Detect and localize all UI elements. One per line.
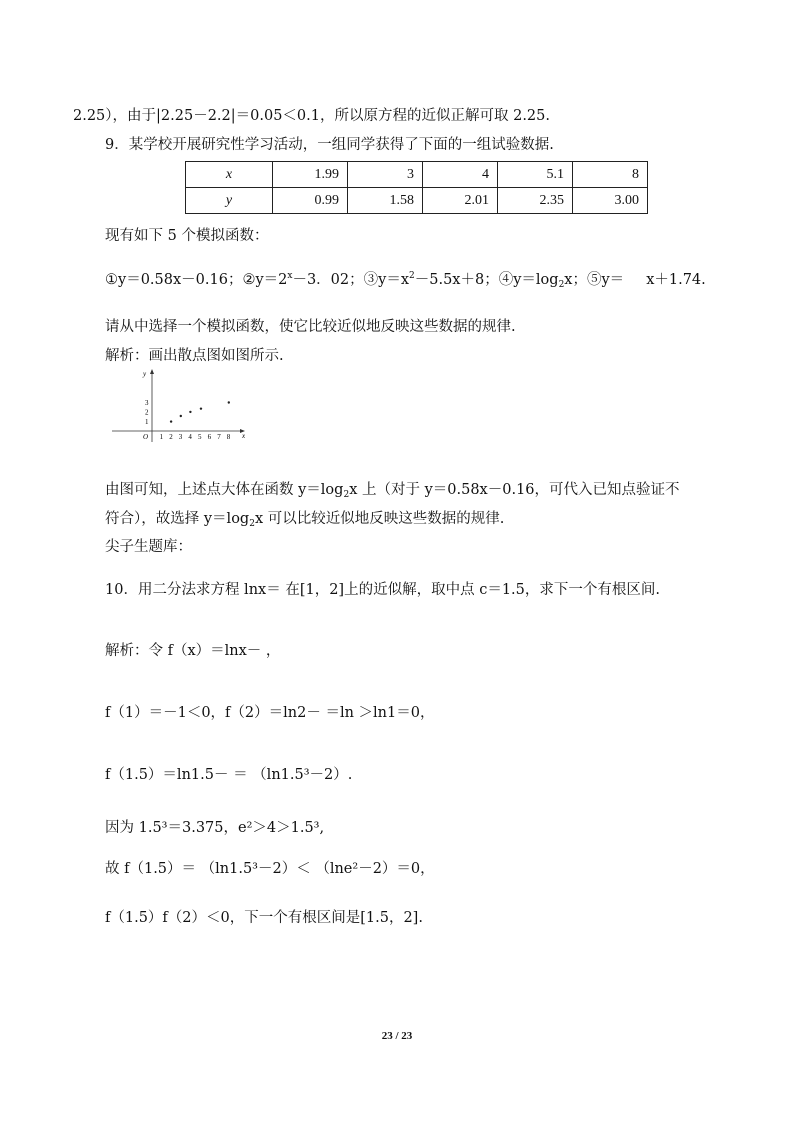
solution-10-line-6: f（1.5）f（2）＜0，下一个有根区间是[1.5，2]. [105,910,423,926]
conclusion-line-2: 符合），故选择 $y=\log_2x$ 可以比较近似地反映这些数据的规律. [105,511,505,529]
model-2: $②y=2^x-3$．02； [242,271,364,288]
question-9: 9．某学校开展研究性学习活动，一组同学获得了下面的一组试验数据. [105,137,554,153]
conclusion-line-1: 由图可知，上述点大体在函数 $y=\log_2x$ 上（对于 y＝0.58x－0.16，可代入已知点验证不 [105,482,680,500]
model-5: ⑤y＝ x＋1.74. [586,272,706,288]
models-intro: 现有如下 5 个模拟函数： [105,228,269,244]
y-header: y [186,188,273,214]
y-cell: 1.58 [348,188,423,214]
prev-solution-end: 2.25），由于|2.25－2.2|＝0.05＜0.1，所以原方程的近似正解可取 2.25. [73,108,550,124]
origin-label: O [143,433,149,441]
solution-10-line-5: 故 f（1.5）＝ （ln1.5³－2）＜ （lne²－2）＝0， [105,861,435,877]
data-point [200,407,202,409]
question-bank-heading: 尖子生题库： [105,539,192,555]
data-point [180,415,182,417]
solution-10-line-4: 因为 1.5³＝3.375，e²＞4＞1.5³, [105,820,325,836]
model-1: ①y＝0.58x－0.16； [105,272,243,288]
y-cell: 3.00 [573,188,648,214]
x-tick-label: 2 [169,433,173,441]
x-tick-label: 1 [159,433,164,441]
x-cell: 5.1 [498,162,573,188]
x-tick-label: 3 [178,433,183,441]
x-tick-label: 4 [188,433,192,441]
table-row-x [186,162,648,188]
y-cell: 2.01 [423,188,498,214]
x-tick-label: 8 [226,433,231,441]
y-tick-label: 2 [145,408,149,417]
page-number: 23 / 23 [381,1030,413,1042]
x-tick-label: 6 [207,433,212,441]
x-axis-name: x [242,432,246,440]
y-tick-label: 1 [145,418,149,426]
y-cell: 2.35 [498,188,573,214]
model-list [105,266,706,295]
model-4: $④y=\log_2x$； [498,272,587,290]
data-point [228,401,230,403]
solution-9-intro: 解析：画出散点图如图所示. [105,348,284,364]
x-cell: 1.99 [273,162,348,188]
data-table [185,161,648,214]
x-tick-label: 7 [217,433,221,441]
x-header: x [186,162,273,188]
question-9-ask: 请从中选择一个模拟函数，使它比较近似地反映这些数据的规律. [105,319,516,335]
y-cell: 0.99 [273,188,348,214]
question-10: 10．用二分法求方程 lnx＝ 在[1，2]上的近似解，取中点 c＝1.5，求下一个有根区间. [105,582,660,598]
solution-10-line-1: 解析：令 f（x）＝lnx－ ， [105,643,281,659]
solution-10-line-2: f（1）＝－1＜0，f（2）＝ln2－ ＝ln ＞ln1＝0， [105,705,435,721]
x-cell: 8 [573,162,648,188]
table-row-y [186,188,648,214]
model-3: $③y=x^2-5.5x+8$； [363,271,499,288]
x-tick-label: 5 [198,433,202,441]
data-point [189,411,191,413]
data-point [170,420,172,422]
x-cell: 3 [348,162,423,188]
solution-10-line-3: f（1.5）＝ln1.5－ ＝ （ln1.5³－2）. [105,767,353,783]
y-tick-label: 3 [145,399,149,407]
scatter-plot [110,366,250,446]
y-axis-name: y [143,370,147,378]
x-cell: 4 [423,162,498,188]
y-axis-arrow [150,369,154,374]
